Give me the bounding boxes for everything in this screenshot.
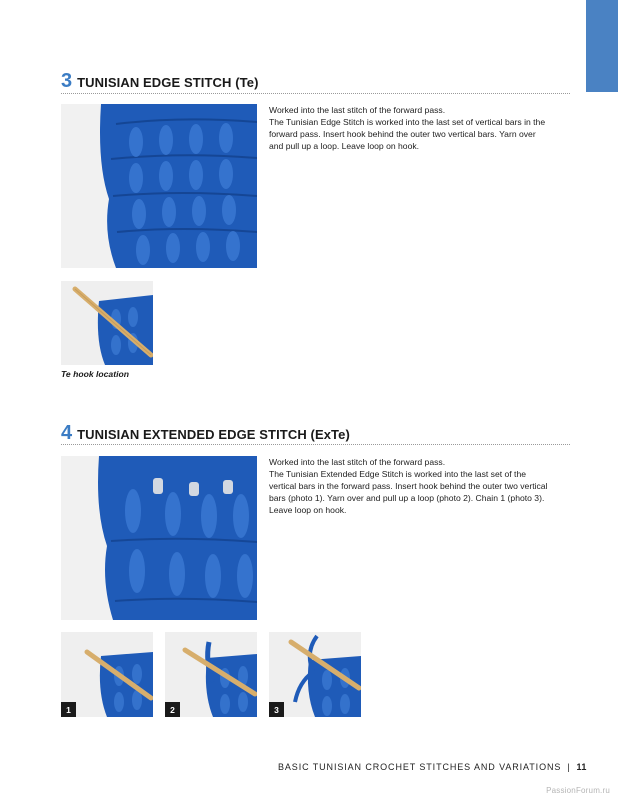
exte-stitch-photo — [61, 456, 257, 620]
description-paragraph: The Tunisian Extended Edge Stitch is worked into the last set of the vertical bars in the forward pass. Insert hook behind the outer two vertical bars (photo 1). Yarn over and pull up a loop (photo 2). Chain 1 (photo 3). Leave loop on hook. — [269, 469, 548, 515]
exte-step-photo-2 — [165, 632, 257, 717]
page-footer — [278, 762, 587, 772]
chapter-tab — [586, 0, 618, 92]
description-paragraph: Worked into the last stitch of the forward pass. — [269, 457, 446, 467]
photo-caption: Te hook location — [61, 369, 129, 379]
photo-number-badge: 2 — [165, 702, 180, 717]
description-paragraph: Worked into the last stitch of the forward pass. — [269, 105, 446, 115]
exte-step-photo-3 — [269, 632, 361, 717]
section-title: TUNISIAN EDGE STITCH (Te) — [77, 75, 259, 90]
section-3-heading — [61, 70, 259, 93]
page-number: 11 — [576, 762, 587, 772]
section-number: 3 — [61, 70, 73, 92]
section-3-description — [269, 104, 549, 152]
footer-separator: | — [567, 762, 571, 772]
watermark: PassionForum.ru — [546, 786, 610, 795]
te-stitch-photo — [61, 104, 257, 268]
section-divider — [61, 93, 570, 94]
section-title: TUNISIAN EXTENDED EDGE STITCH (ExTe) — [77, 427, 350, 442]
description-paragraph: The Tunisian Edge Stitch is worked into the last set of vertical bars in the forward pass. Insert hook behind the outer two vertical bars. Yarn over and pull up a loop. Leave loop on hook. — [269, 117, 546, 151]
section-4-heading — [61, 422, 350, 445]
photo-number-badge: 3 — [269, 702, 284, 717]
footer-chapter-title: BASIC TUNISIAN CROCHET STITCHES AND VARIATIONS — [278, 762, 562, 772]
photo-number-badge: 1 — [61, 702, 76, 717]
exte-step-photo-1 — [61, 632, 153, 717]
section-4-description — [269, 456, 549, 516]
te-hook-location-photo — [61, 281, 153, 365]
section-number: 4 — [61, 422, 73, 444]
section-divider — [61, 444, 570, 445]
